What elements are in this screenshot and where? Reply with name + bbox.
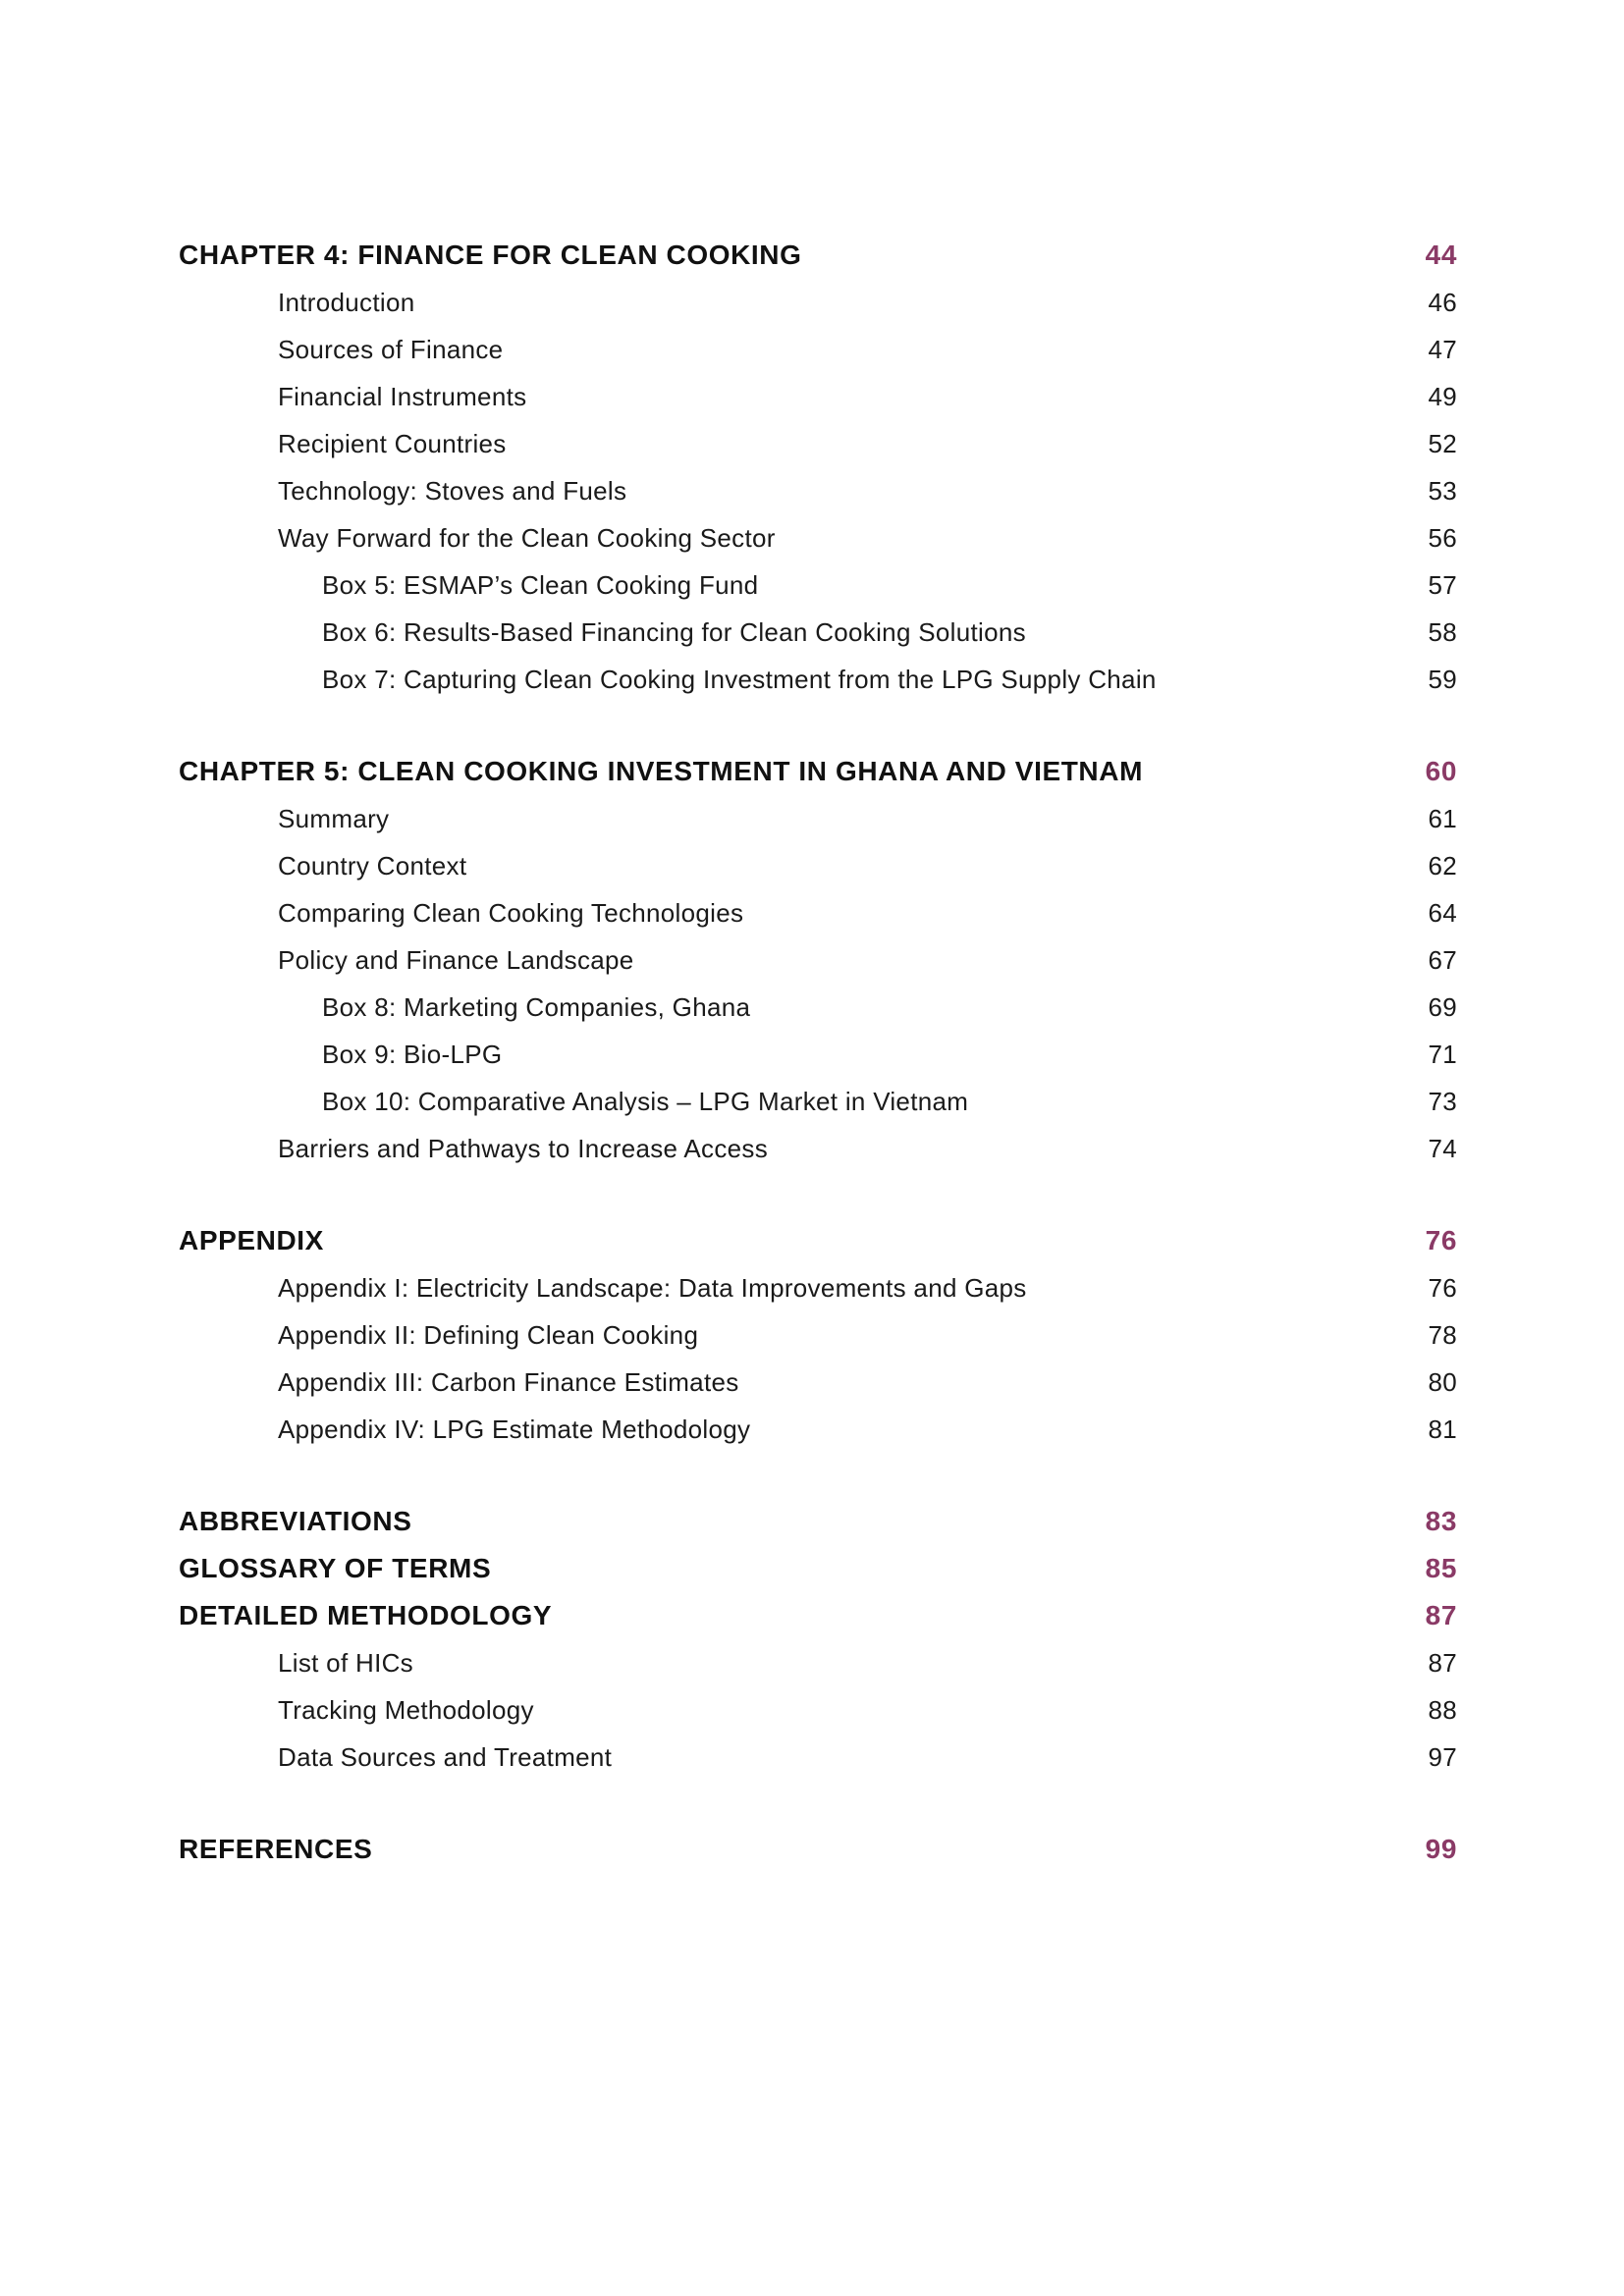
toc-heading-title: ABBREVIATIONS	[179, 1506, 412, 1536]
toc-entry[interactable]	[179, 1311, 1457, 1359]
toc-entry[interactable]	[179, 1639, 1457, 1686]
toc-heading-page-number: 99	[1425, 1834, 1457, 1864]
toc-entry-title: Box 10: Comparative Analysis – LPG Market in Vietnam	[322, 1087, 969, 1116]
toc-entry-title: Appendix IV: LPG Estimate Methodology	[278, 1415, 751, 1444]
toc-entry-page-number: 78	[1428, 1320, 1457, 1350]
toc-entry[interactable]	[179, 889, 1457, 936]
toc-entry-page-number: 56	[1428, 523, 1457, 553]
toc-box-entry[interactable]	[179, 984, 1457, 1031]
toc-heading[interactable]	[179, 1826, 1457, 1873]
toc-entry-page-number: 97	[1428, 1742, 1457, 1772]
toc-entry-page-number: 80	[1428, 1367, 1457, 1397]
toc-entry-page-number: 61	[1428, 804, 1457, 833]
toc-heading-page-number: 83	[1425, 1506, 1457, 1536]
toc-box-entry[interactable]	[179, 561, 1457, 609]
toc-entry-page-number: 69	[1428, 992, 1457, 1022]
table-of-contents	[179, 232, 1457, 1918]
toc-entry-page-number: 67	[1428, 945, 1457, 975]
toc-entry-page-number: 73	[1428, 1087, 1457, 1116]
toc-box-entry[interactable]	[179, 656, 1457, 703]
toc-entry-title: Financial Instruments	[278, 382, 527, 411]
toc-heading-title: CHAPTER 4: FINANCE FOR CLEAN COOKING	[179, 240, 802, 270]
toc-entry-title: Barriers and Pathways to Increase Access	[278, 1134, 769, 1163]
toc-entry[interactable]	[179, 1406, 1457, 1453]
toc-entry-page-number: 57	[1428, 570, 1457, 600]
toc-entry[interactable]	[179, 326, 1457, 373]
toc-entry-page-number: 58	[1428, 617, 1457, 647]
toc-heading-page-number: 44	[1425, 240, 1457, 270]
toc-entry[interactable]	[179, 936, 1457, 984]
toc-entry[interactable]	[179, 373, 1457, 420]
toc-entry-title: Box 6: Results-Based Financing for Clean Cooking Solutions	[322, 617, 1026, 647]
toc-entry[interactable]	[179, 279, 1457, 326]
toc-entry[interactable]	[179, 842, 1457, 889]
toc-entry[interactable]	[179, 1125, 1457, 1172]
toc-entry-page-number: 87	[1428, 1648, 1457, 1678]
toc-entry-page-number: 52	[1428, 429, 1457, 458]
toc-entry[interactable]	[179, 1734, 1457, 1781]
toc-heading-title: APPENDIX	[179, 1225, 324, 1255]
toc-entry-title: Box 5: ESMAP’s Clean Cooking Fund	[322, 570, 759, 600]
toc-entry-title: Box 9: Bio-LPG	[322, 1040, 503, 1069]
toc-entry-page-number: 74	[1428, 1134, 1457, 1163]
toc-entry-title: Policy and Finance Landscape	[278, 945, 634, 975]
toc-entry-title: List of HICs	[278, 1648, 413, 1678]
toc-entry-page-number: 64	[1428, 898, 1457, 928]
toc-heading[interactable]	[179, 1217, 1457, 1264]
toc-entry-title: Appendix I: Electricity Landscape: Data Improvements and Gaps	[278, 1273, 1027, 1303]
toc-entry-title: Way Forward for the Clean Cooking Sector	[278, 523, 776, 553]
toc-heading-title: CHAPTER 5: CLEAN COOKING INVESTMENT IN GHANA AND VIETNAM	[179, 756, 1143, 786]
toc-heading[interactable]	[179, 232, 1457, 279]
toc-entry-title: Box 8: Marketing Companies, Ghana	[322, 992, 751, 1022]
toc-entry-title: Tracking Methodology	[278, 1695, 534, 1725]
toc-section	[179, 1545, 1457, 1592]
toc-entry-title: Sources of Finance	[278, 335, 504, 364]
toc-entry[interactable]	[179, 1359, 1457, 1406]
toc-heading[interactable]	[179, 1498, 1457, 1545]
toc-entry[interactable]	[179, 795, 1457, 842]
toc-entry-title: Recipient Countries	[278, 429, 507, 458]
toc-entry-title: Country Context	[278, 851, 467, 881]
toc-entry-page-number: 59	[1428, 665, 1457, 694]
toc-heading-page-number: 76	[1425, 1225, 1457, 1255]
toc-entry-title: Comparing Clean Cooking Technologies	[278, 898, 744, 928]
toc-entry-title: Data Sources and Treatment	[278, 1742, 613, 1772]
toc-entry-page-number: 49	[1428, 382, 1457, 411]
toc-box-entry[interactable]	[179, 1078, 1457, 1125]
toc-section	[179, 1498, 1457, 1545]
toc-section	[179, 232, 1457, 703]
toc-heading-page-number: 85	[1425, 1553, 1457, 1583]
toc-section	[179, 1826, 1457, 1873]
toc-entry-page-number: 71	[1428, 1040, 1457, 1069]
toc-heading-page-number: 60	[1425, 756, 1457, 786]
toc-entry-page-number: 88	[1428, 1695, 1457, 1725]
toc-entry-title: Introduction	[278, 288, 415, 317]
toc-heading-title: REFERENCES	[179, 1834, 373, 1864]
toc-entry-page-number: 76	[1428, 1273, 1457, 1303]
toc-entry-page-number: 46	[1428, 288, 1457, 317]
toc-entry-title: Appendix II: Defining Clean Cooking	[278, 1320, 699, 1350]
toc-heading-title: GLOSSARY OF TERMS	[179, 1553, 492, 1583]
toc-entry-page-number: 62	[1428, 851, 1457, 881]
toc-box-entry[interactable]	[179, 1031, 1457, 1078]
toc-heading[interactable]	[179, 1592, 1457, 1639]
toc-section	[179, 1217, 1457, 1453]
toc-entry-page-number: 53	[1428, 476, 1457, 506]
toc-entry-title: Technology: Stoves and Fuels	[278, 476, 627, 506]
toc-entry[interactable]	[179, 1686, 1457, 1734]
toc-entry-title: Box 7: Capturing Clean Cooking Investment from the LPG Supply Chain	[322, 665, 1157, 694]
toc-entry-title: Summary	[278, 804, 390, 833]
toc-heading-title: DETAILED METHODOLOGY	[179, 1600, 553, 1630]
toc-heading[interactable]	[179, 748, 1457, 795]
toc-entry-page-number: 81	[1428, 1415, 1457, 1444]
toc-entry[interactable]	[179, 1264, 1457, 1311]
toc-heading-page-number: 87	[1425, 1600, 1457, 1630]
toc-entry-title: Appendix III: Carbon Finance Estimates	[278, 1367, 739, 1397]
toc-entry[interactable]	[179, 467, 1457, 514]
toc-section	[179, 748, 1457, 1172]
toc-entry[interactable]	[179, 514, 1457, 561]
toc-heading[interactable]	[179, 1545, 1457, 1592]
toc-entry[interactable]	[179, 420, 1457, 467]
toc-section	[179, 1592, 1457, 1781]
toc-box-entry[interactable]	[179, 609, 1457, 656]
toc-entry-page-number: 47	[1428, 335, 1457, 364]
